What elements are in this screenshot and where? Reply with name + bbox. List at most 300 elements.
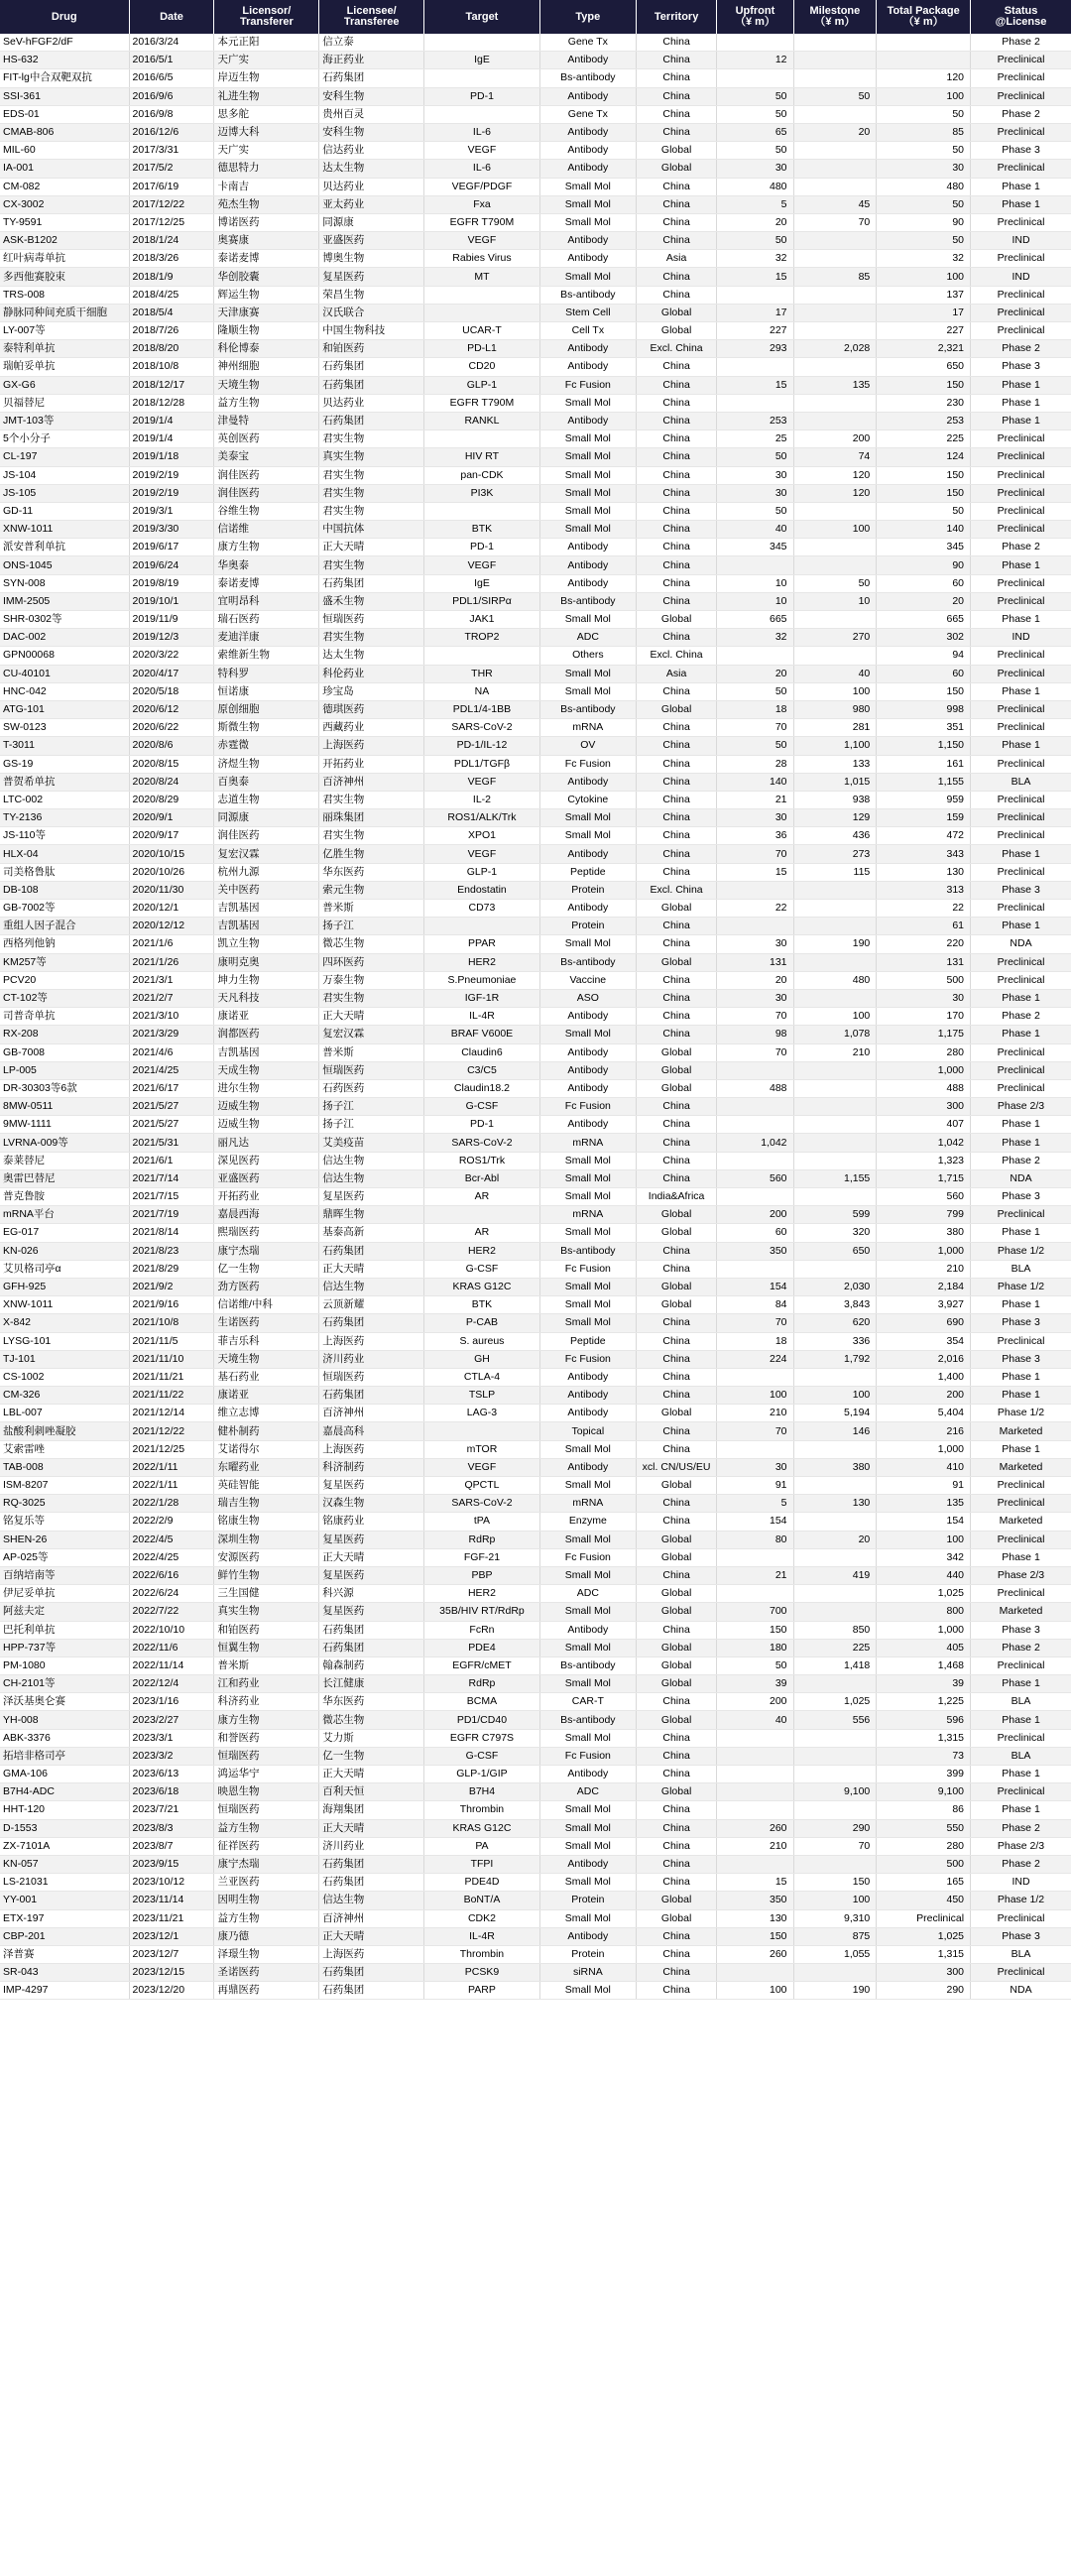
cell-date: 2023/11/14 [129, 1892, 214, 1909]
table-row[interactable] [0, 719, 1071, 737]
table-row[interactable] [0, 412, 1071, 429]
cell-upfront: 50 [717, 737, 793, 755]
table-row[interactable] [0, 1296, 1071, 1314]
table-row[interactable] [0, 1675, 1071, 1693]
table-row[interactable] [0, 340, 1071, 358]
table-row[interactable] [0, 52, 1071, 69]
cell-drug: SHEN-26 [0, 1531, 129, 1548]
table-row[interactable] [0, 160, 1071, 178]
cell-territory: Global [636, 1639, 717, 1656]
table-row[interactable] [0, 1909, 1071, 1927]
cell-status: Preclinical [971, 1964, 1071, 1982]
cell-target: UCAR-T [424, 322, 540, 340]
cell-licensee: 君实生物 [319, 502, 424, 520]
table-row[interactable] [0, 69, 1071, 87]
cell-package: 61 [877, 918, 971, 935]
table-row[interactable] [0, 105, 1071, 123]
table-row[interactable] [0, 213, 1071, 231]
cell-type: Vaccine [539, 971, 636, 989]
column-header-package[interactable]: Total Package （¥ m） [877, 0, 971, 34]
cell-status: Preclinical [971, 69, 1071, 87]
cell-upfront: 1,042 [717, 1134, 793, 1152]
table-row[interactable] [0, 1783, 1071, 1801]
table-row[interactable] [0, 1477, 1071, 1495]
table-row[interactable] [0, 1134, 1071, 1152]
cell-territory: Global [636, 1296, 717, 1314]
cell-status: Phase 1 [971, 1026, 1071, 1043]
table-row[interactable] [0, 1387, 1071, 1405]
cell-drug: 艾贝格司亭α [0, 1260, 129, 1278]
cell-date: 2023/12/15 [129, 1964, 214, 1982]
cell-upfront: 260 [717, 1945, 793, 1963]
cell-licensee: 信达生物 [319, 1169, 424, 1187]
cell-territory: China [636, 1008, 717, 1026]
table-row[interactable] [0, 448, 1071, 466]
cell-status: Marketed [971, 1513, 1071, 1531]
cell-package: 300 [877, 1964, 971, 1982]
cell-licensee: 正大天晴 [319, 1260, 424, 1278]
cell-date: 2022/1/11 [129, 1477, 214, 1495]
table-row[interactable] [0, 1116, 1071, 1134]
cell-territory: China [636, 556, 717, 574]
cell-licensee: 百利天恒 [319, 1783, 424, 1801]
cell-upfront [717, 1801, 793, 1819]
cell-upfront: 5 [717, 195, 793, 213]
table-row[interactable] [0, 1548, 1071, 1566]
cell-upfront [717, 1548, 793, 1566]
table-row[interactable] [0, 358, 1071, 376]
cell-licensor: 津曼特 [214, 412, 319, 429]
table-row[interactable] [0, 1061, 1071, 1079]
cell-drug: 普克鲁胺 [0, 1188, 129, 1206]
table-row[interactable] [0, 1801, 1071, 1819]
table-row[interactable] [0, 304, 1071, 321]
cell-licensor: 安源医药 [214, 1548, 319, 1566]
cell-package: Preclinical [877, 1909, 971, 1927]
table-row[interactable] [0, 1242, 1071, 1260]
cell-package: 200 [877, 1387, 971, 1405]
cell-status: Preclinical [971, 1909, 1071, 1927]
cell-licensor: 卡南吉 [214, 178, 319, 195]
cell-type: Small Mol [539, 1188, 636, 1206]
column-header-licensor[interactable]: Licensor/ Transferer [214, 0, 319, 34]
cell-date: 2019/11/9 [129, 611, 214, 629]
table-row[interactable] [0, 539, 1071, 556]
cell-licensee: 云顶新耀 [319, 1296, 424, 1314]
cell-date: 2021/2/7 [129, 989, 214, 1007]
cell-type: Antibody [539, 1079, 636, 1097]
cell-status: Phase 1 [971, 737, 1071, 755]
cell-milestone [793, 1152, 877, 1169]
cell-date: 2020/5/18 [129, 682, 214, 700]
cell-status: Phase 1 [971, 845, 1071, 863]
cell-target: TSLP [424, 1387, 540, 1405]
table-row[interactable] [0, 521, 1071, 539]
cell-target: G-CSF [424, 1260, 540, 1278]
cell-target: P-CAB [424, 1314, 540, 1332]
cell-licensee: 复星医药 [319, 1603, 424, 1621]
cell-milestone: 210 [793, 1043, 877, 1061]
table-row[interactable] [0, 1458, 1071, 1476]
table-row[interactable] [0, 700, 1071, 718]
table-row[interactable] [0, 809, 1071, 827]
table-row[interactable] [0, 1495, 1071, 1513]
column-header-milestone[interactable]: Milestone （¥ m） [793, 0, 877, 34]
table-row[interactable] [0, 629, 1071, 647]
column-header-target[interactable]: Target [424, 0, 540, 34]
table-row[interactable] [0, 268, 1071, 286]
column-header-date[interactable]: Date [129, 0, 214, 34]
cell-target: VEGF [424, 845, 540, 863]
table-row[interactable] [0, 1927, 1071, 1945]
cell-package: 22 [877, 900, 971, 918]
table-row[interactable] [0, 1945, 1071, 1963]
cell-territory: China [636, 845, 717, 863]
table-row[interactable] [0, 918, 1071, 935]
table-row[interactable] [0, 1656, 1071, 1674]
cell-package: 50 [877, 195, 971, 213]
table-row[interactable] [0, 1278, 1071, 1295]
table-row[interactable] [0, 682, 1071, 700]
table-row[interactable] [0, 1079, 1071, 1097]
cell-date: 2021/7/19 [129, 1206, 214, 1224]
cell-upfront [717, 1766, 793, 1783]
cell-milestone: 5,194 [793, 1405, 877, 1422]
table-row[interactable] [0, 394, 1071, 412]
table-row[interactable] [0, 1729, 1071, 1747]
cell-licensor: 和誉医药 [214, 1729, 319, 1747]
cell-drug: 盐酸利刺唑凝胶 [0, 1422, 129, 1440]
table-row[interactable] [0, 1260, 1071, 1278]
cell-type: Small Mol [539, 268, 636, 286]
table-row[interactable] [0, 1169, 1071, 1187]
cell-package: 800 [877, 1603, 971, 1621]
table-row[interactable] [0, 322, 1071, 340]
cell-date: 2022/4/5 [129, 1531, 214, 1548]
table-row[interactable] [0, 900, 1071, 918]
cell-type: mRNA [539, 1495, 636, 1513]
cell-licensee: 恒瑞医药 [319, 611, 424, 629]
table-row[interactable] [0, 232, 1071, 250]
cell-type: Small Mol [539, 935, 636, 953]
table-row[interactable] [0, 1964, 1071, 1982]
table-row[interactable] [0, 953, 1071, 971]
cell-licensor: 亚盛医药 [214, 1169, 319, 1187]
cell-drug: 艾索雷唑 [0, 1440, 129, 1458]
cell-licensor: 开拓药业 [214, 1188, 319, 1206]
table-row[interactable] [0, 574, 1071, 592]
cell-type: Antibody [539, 87, 636, 105]
cell-date: 2020/8/6 [129, 737, 214, 755]
cell-date: 2021/4/25 [129, 1061, 214, 1079]
table-row[interactable] [0, 827, 1071, 845]
cell-licensor: 辉运生物 [214, 286, 319, 304]
cell-territory: China [636, 755, 717, 773]
table-row[interactable] [0, 123, 1071, 141]
cell-package: 50 [877, 232, 971, 250]
table-row[interactable] [0, 34, 1071, 52]
cell-status: Phase 3 [971, 881, 1071, 899]
cell-date: 2022/2/9 [129, 1513, 214, 1531]
cell-drug: IMM-2505 [0, 592, 129, 610]
cell-upfront: 70 [717, 1043, 793, 1061]
table-row[interactable] [0, 1098, 1071, 1116]
cell-territory: China [636, 1026, 717, 1043]
cell-target: AR [424, 1224, 540, 1242]
table-row[interactable] [0, 1982, 1071, 2000]
table-row[interactable] [0, 502, 1071, 520]
cell-upfront [717, 1440, 793, 1458]
table-row[interactable] [0, 1440, 1071, 1458]
table-row[interactable] [0, 1693, 1071, 1711]
table-row[interactable] [0, 1531, 1071, 1548]
cell-status: IND [971, 1874, 1071, 1892]
cell-licensor: 劲方医药 [214, 1278, 319, 1295]
column-header-drug[interactable]: Drug [0, 0, 129, 34]
cell-target: VEGF [424, 556, 540, 574]
cell-drug: GD-11 [0, 502, 129, 520]
cell-type: Antibody [539, 1927, 636, 1945]
table-row[interactable] [0, 1747, 1071, 1765]
cell-type: Small Mol [539, 1909, 636, 1927]
cell-licensee: 嘉晨高科 [319, 1422, 424, 1440]
cell-drug: 5个小分子 [0, 430, 129, 448]
table-row[interactable] [0, 1819, 1071, 1837]
cell-date: 2023/8/7 [129, 1837, 214, 1855]
cell-date: 2019/1/4 [129, 430, 214, 448]
cell-licensee: 石药集团 [319, 376, 424, 394]
table-row[interactable] [0, 1766, 1071, 1783]
table-row[interactable] [0, 484, 1071, 502]
cell-type: Small Mol [539, 195, 636, 213]
table-row[interactable] [0, 286, 1071, 304]
table-row[interactable] [0, 1350, 1071, 1368]
table-row[interactable] [0, 755, 1071, 773]
cell-upfront: 200 [717, 1206, 793, 1224]
cell-date: 2019/3/1 [129, 502, 214, 520]
cell-upfront: 50 [717, 232, 793, 250]
table-row[interactable] [0, 592, 1071, 610]
cell-territory: Global [636, 700, 717, 718]
table-row[interactable] [0, 1874, 1071, 1892]
table-row[interactable] [0, 863, 1071, 881]
cell-territory: China [636, 1747, 717, 1765]
cell-licensor: 恒瑞医药 [214, 1801, 319, 1819]
cell-licensee: 中国生物科技 [319, 322, 424, 340]
table-row[interactable] [0, 989, 1071, 1007]
table-row[interactable] [0, 1566, 1071, 1584]
cell-upfront: 36 [717, 827, 793, 845]
cell-licensor: 天境生物 [214, 1350, 319, 1368]
table-row[interactable] [0, 1332, 1071, 1350]
cell-milestone: 620 [793, 1314, 877, 1332]
cell-target: RdRp [424, 1531, 540, 1548]
cell-drug: 瑞帕妥单抗 [0, 358, 129, 376]
table-row[interactable] [0, 87, 1071, 105]
cell-upfront [717, 286, 793, 304]
cell-milestone [793, 1675, 877, 1693]
table-row[interactable] [0, 845, 1071, 863]
cell-type: Small Mol [539, 484, 636, 502]
cell-package: 60 [877, 574, 971, 592]
cell-drug: 泰特利单抗 [0, 340, 129, 358]
table-row[interactable] [0, 466, 1071, 484]
table-row[interactable] [0, 611, 1071, 629]
cell-milestone: 135 [793, 376, 877, 394]
cell-date: 2021/4/6 [129, 1043, 214, 1061]
cell-upfront: 28 [717, 755, 793, 773]
cell-licensee: 安科生物 [319, 87, 424, 105]
cell-status: Phase 1 [971, 376, 1071, 394]
cell-milestone [793, 611, 877, 629]
table-row[interactable] [0, 647, 1071, 665]
cell-type: Small Mol [539, 1729, 636, 1747]
table-row[interactable] [0, 556, 1071, 574]
column-header-territory[interactable]: Territory [636, 0, 717, 34]
cell-status: BLA [971, 773, 1071, 791]
table-row[interactable] [0, 1422, 1071, 1440]
cell-target: VEGF [424, 1458, 540, 1476]
cell-licensee: 君实生物 [319, 556, 424, 574]
cell-territory: China [636, 791, 717, 808]
cell-milestone [793, 881, 877, 899]
cell-target: PD-1 [424, 87, 540, 105]
cell-licensor: 天津康赛 [214, 304, 319, 321]
table-row[interactable] [0, 1585, 1071, 1603]
cell-licensee: 石药集团 [319, 574, 424, 592]
cell-package: 165 [877, 1874, 971, 1892]
cell-territory: Global [636, 1043, 717, 1061]
table-row[interactable] [0, 1043, 1071, 1061]
table-row[interactable] [0, 1603, 1071, 1621]
cell-licensee: 华东医药 [319, 863, 424, 881]
cell-date: 2019/2/19 [129, 484, 214, 502]
table-row[interactable] [0, 1621, 1071, 1639]
cell-type: Small Mol [539, 1603, 636, 1621]
table-row[interactable] [0, 665, 1071, 682]
cell-type: Small Mol [539, 827, 636, 845]
table-row[interactable] [0, 376, 1071, 394]
column-header-licensee[interactable]: Licensee/ Transferee [319, 0, 424, 34]
cell-package: 302 [877, 629, 971, 647]
cell-status: Phase 1 [971, 1801, 1071, 1819]
column-header-status[interactable]: Status @License [971, 0, 1071, 34]
cell-type: Cell Tx [539, 322, 636, 340]
cell-licensor: 真实生物 [214, 1603, 319, 1621]
table-row[interactable] [0, 1639, 1071, 1656]
cell-licensee: 恒瑞医药 [319, 1061, 424, 1079]
cell-milestone [793, 232, 877, 250]
table-row[interactable] [0, 178, 1071, 195]
table-row[interactable] [0, 195, 1071, 213]
cell-status: Phase 1/2 [971, 1892, 1071, 1909]
table-row[interactable] [0, 250, 1071, 268]
cell-licensee: 百济神州 [319, 773, 424, 791]
cell-licensor: 征祥医药 [214, 1837, 319, 1855]
cell-package: 2,184 [877, 1278, 971, 1295]
cell-territory: China [636, 195, 717, 213]
cell-licensor: 恒翼生物 [214, 1639, 319, 1656]
table-row[interactable] [0, 773, 1071, 791]
cell-licensor: 吉凯基因 [214, 900, 319, 918]
cell-type: Protein [539, 1945, 636, 1963]
cell-package: 124 [877, 448, 971, 466]
table-row[interactable] [0, 142, 1071, 160]
table-row[interactable] [0, 791, 1071, 808]
cell-upfront: 12 [717, 52, 793, 69]
table-row[interactable] [0, 737, 1071, 755]
cell-upfront: 10 [717, 574, 793, 592]
cell-type: Small Mol [539, 1639, 636, 1656]
table-row[interactable] [0, 1224, 1071, 1242]
table-row[interactable] [0, 881, 1071, 899]
table-row[interactable] [0, 1152, 1071, 1169]
cell-upfront: 560 [717, 1169, 793, 1187]
table-row[interactable] [0, 1405, 1071, 1422]
cell-licensor: 恒诺康 [214, 682, 319, 700]
cell-status: Preclinical [971, 700, 1071, 718]
cell-date: 2020/8/24 [129, 773, 214, 791]
cell-date: 2022/11/14 [129, 1656, 214, 1674]
cell-package: 380 [877, 1224, 971, 1242]
table-row[interactable] [0, 1026, 1071, 1043]
table-row[interactable] [0, 1837, 1071, 1855]
cell-territory: China [636, 719, 717, 737]
cell-type: Fc Fusion [539, 1548, 636, 1566]
table-row[interactable] [0, 1711, 1071, 1729]
cell-date: 2021/5/27 [129, 1098, 214, 1116]
cell-status: Preclinical [971, 719, 1071, 737]
table-row[interactable] [0, 1008, 1071, 1026]
cell-package [877, 34, 971, 52]
table-row[interactable] [0, 430, 1071, 448]
table-row[interactable] [0, 1368, 1071, 1386]
table-row[interactable] [0, 935, 1071, 953]
cell-licensor: 因明生物 [214, 1892, 319, 1909]
cell-target: VEGF/PDGF [424, 178, 540, 195]
cell-milestone: 100 [793, 682, 877, 700]
table-row[interactable] [0, 1206, 1071, 1224]
cell-target: CTLA-4 [424, 1368, 540, 1386]
table-row[interactable] [0, 1855, 1071, 1873]
cell-territory: China [636, 1422, 717, 1440]
cell-licensee: 博奥生物 [319, 250, 424, 268]
cell-target: Rabies Virus [424, 250, 540, 268]
cell-milestone [793, 989, 877, 1007]
cell-licensor: 润佳医药 [214, 466, 319, 484]
cell-date: 2018/12/28 [129, 394, 214, 412]
table-row[interactable] [0, 971, 1071, 989]
table-row[interactable] [0, 1513, 1071, 1531]
cell-upfront: 39 [717, 1675, 793, 1693]
table-row[interactable] [0, 1314, 1071, 1332]
column-header-upfront[interactable]: Upfront （¥ m） [717, 0, 793, 34]
cell-upfront: 30 [717, 989, 793, 1007]
cell-target: HIV RT [424, 448, 540, 466]
cell-status: Preclinical [971, 1783, 1071, 1801]
cell-target: PDL1/TGFβ [424, 755, 540, 773]
table-row[interactable] [0, 1892, 1071, 1909]
cell-target: ROS1/Trk [424, 1152, 540, 1169]
cell-milestone: 120 [793, 466, 877, 484]
cell-drug: IMP-4297 [0, 1982, 129, 2000]
table-row[interactable] [0, 1188, 1071, 1206]
cell-status: Preclinical [971, 1656, 1071, 1674]
column-header-type[interactable]: Type [539, 0, 636, 34]
cell-drug: 奥雷巴替尼 [0, 1169, 129, 1187]
cell-package: 1,025 [877, 1927, 971, 1945]
cell-package: 1,715 [877, 1169, 971, 1187]
